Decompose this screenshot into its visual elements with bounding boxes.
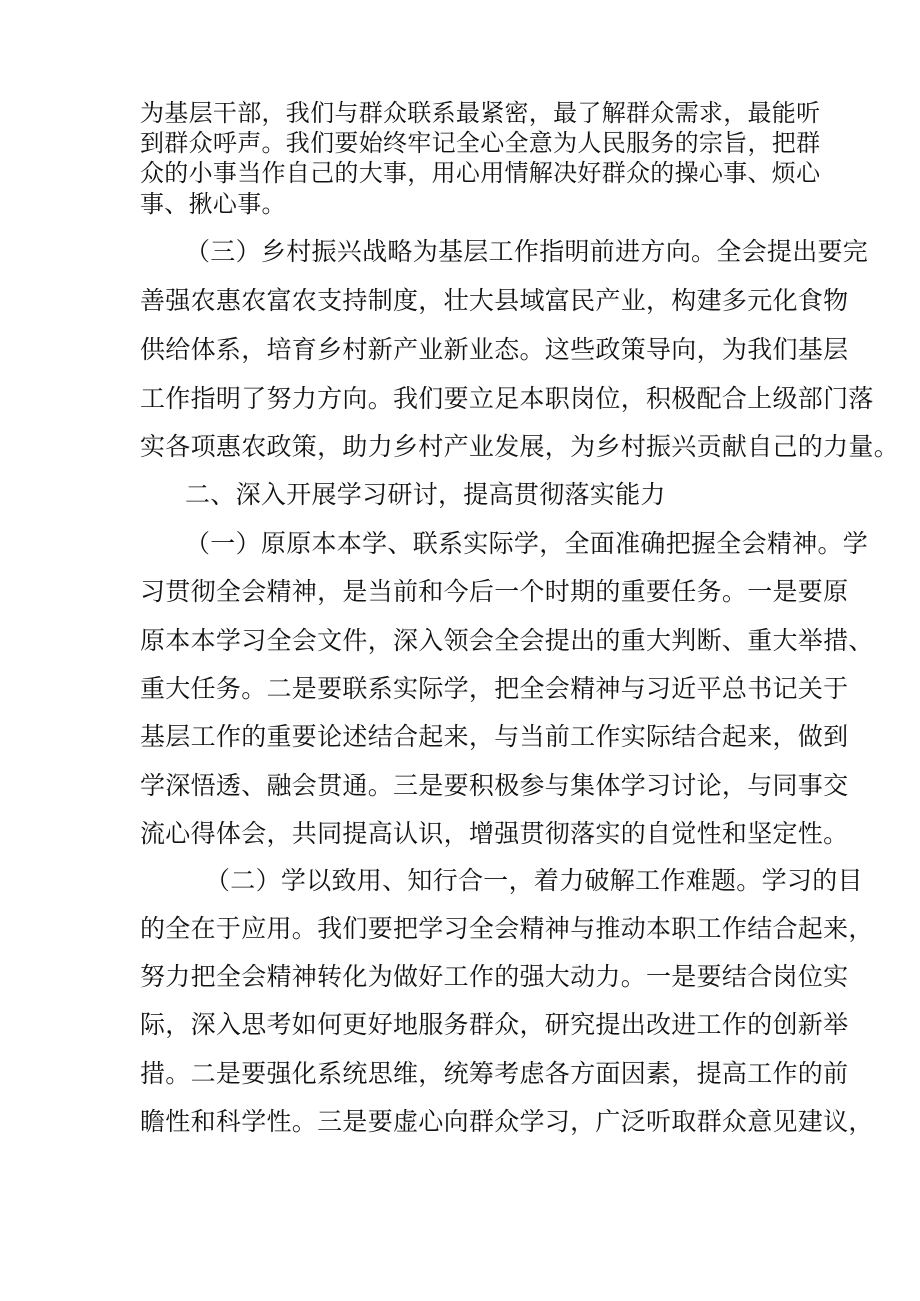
text-line: 流心得体会，共同提高认识，增强贯彻落实的自觉性和坚定性。 [140, 819, 849, 848]
text-line: 为基层干部，我们与群众联系最紧密，最了解群众需求，最能听 [140, 99, 821, 127]
text-line: 到群众呼声。我们要始终牢记全心全意为人民服务的宗旨，把群 [140, 129, 821, 157]
text-line: 善强农惠农富农支持制度，壮大县域富民产业，构建多元化食物 [140, 286, 849, 315]
text-line: 重大任务。二是要联系实际学，把全会精神与习近平总书记关于 [140, 674, 849, 703]
text-line: 习贯彻全会精神，是当前和今后一个时期的重要任务。一是要原 [140, 577, 849, 606]
text-line: 努力把全会精神转化为做好工作的强大动力。一是要结合岗位实 [140, 962, 849, 991]
text-line: 学深悟透、融会贯通。三是要积极参与集体学习讨论，与同事交 [140, 771, 849, 800]
text-line: 实各项惠农政策，助力乡村产业发展，为乡村振兴贡献自己的力量。 [140, 432, 900, 461]
text-line: 的全在于应用。我们要把学习全会精神与推动本职工作结合起来， [140, 914, 874, 943]
text-line: 原本本学习全会文件，深入领会全会提出的重大判断、重大举措、 [140, 626, 874, 655]
text-line: 供给体系，培育乡村新产业新业态。这些政策导向，为我们基层 [140, 335, 849, 364]
section-heading-text: 二、深入开展学习研讨，提高贯彻落实能力 [185, 480, 666, 509]
text-line: 工作指明了努力方向。我们要立足本职岗位，积极配合上级部门落 [140, 384, 874, 413]
text-line: （三）乡村振兴战略为基层工作指明前进方向。全会提出要完 [185, 237, 869, 266]
text-line: 措。二是要强化系统思维，统筹考虑各方面因素，提高工作的前 [140, 1059, 849, 1088]
text-line: （一）原原本本学、联系实际学，全面准确把握全会精神。学 [185, 529, 869, 558]
text-line: 事、揪心事。 [140, 190, 286, 218]
text-line: 瞻性和科学性。三是要虚心向群众学习，广泛听取群众意见建议， [140, 1107, 874, 1136]
text-line: 际，深入思考如何更好地服务群众，研究提出改进工作的创新举 [140, 1010, 849, 1039]
text-line: 基层工作的重要论述结合起来，与当前工作实际结合起来，做到 [140, 722, 849, 751]
text-line: 众的小事当作自己的大事，用心用情解决好群众的操心事、烦心 [140, 159, 821, 187]
text-line: （二）学以致用、知行合一，着力破解工作难题。学习的目 [205, 866, 863, 895]
